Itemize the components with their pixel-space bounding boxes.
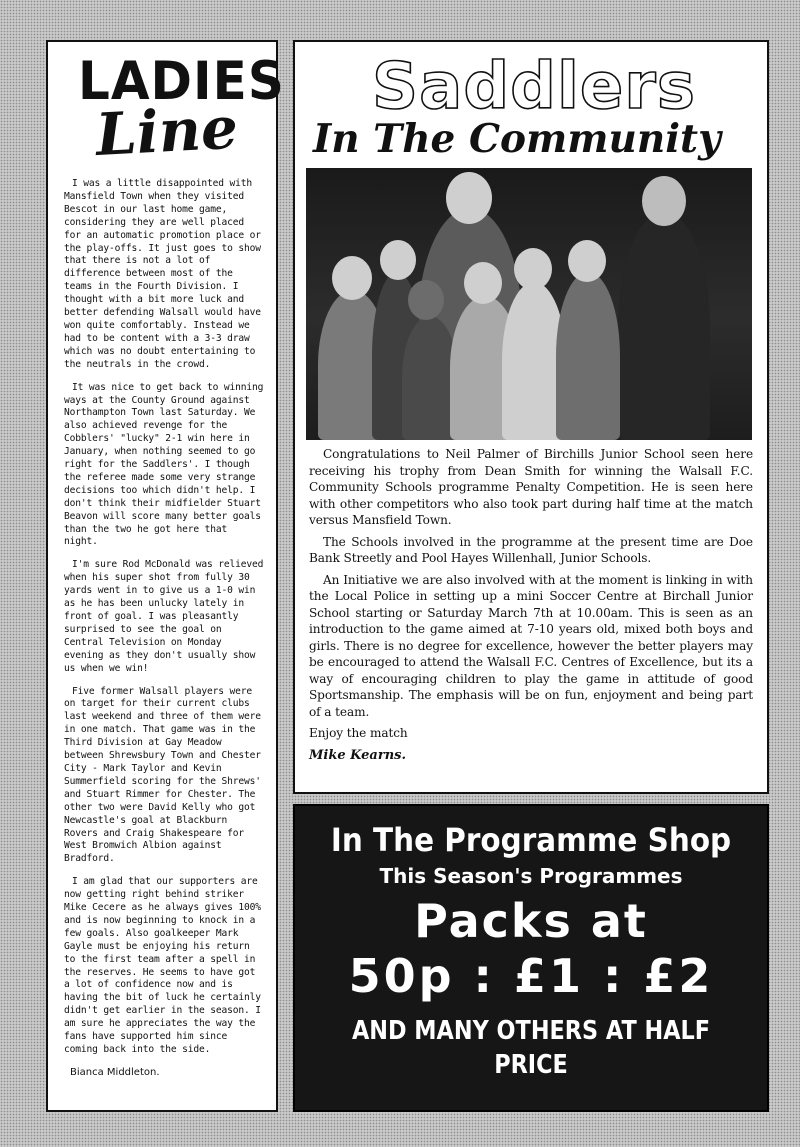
shop-subheading: This Season's Programmes bbox=[379, 864, 683, 888]
community-paragraph: An Initiative we are also involved with at the moment is linking in with the Local Police in setting up a mini Soccer Centre at Birchall Junior School starting or Saturday March 7th at 10.00am. This is seen as an introduction to the game aimed at 7-10 years old, mixed both boys and girls. There is no degree for excellence, however the better players may be encouraged to attend the Walsall F.C. Centres of Excellence, but its a way of encouraging children to play the game in attitude of good Sportsmanship. The emphasis will be on fun, enjoyment and being part of a team. bbox=[309, 572, 753, 719]
community-paragraph: Congratulations to Neil Palmer of Birchills Junior School seen here receiving his trophy from Dean Smith for winning the Walsall F.C. Community Schools programme Penalty Competition. He is seen here with other competitors who also took part during half time at the match versus Mansfield Town. bbox=[309, 447, 753, 527]
community-subtitle: In The Community bbox=[313, 116, 721, 162]
shop-packs-label: Packs at bbox=[414, 894, 648, 948]
shop-prices: 50p : £1 : £2 bbox=[348, 949, 714, 1003]
ladies-article bbox=[64, 178, 265, 1057]
team-photo bbox=[306, 168, 752, 440]
saddlers-title: Saddlers bbox=[372, 50, 696, 124]
community-closing: Enjoy the match bbox=[309, 726, 408, 740]
ladies-signature: Bianca Middleton. bbox=[70, 1066, 160, 1078]
ladies-paragraph: Five former Walsall players were on target for their current clubs last weekend and three of them were in one match. That game was in the Third Division at Gay Meadow between Shrewsbury Town and Chester City - Mark Taylor and Kevin Summerfield scoring for the Shrews' and Stuart Rimmer for Chester. The other two were David Kelly who got Newcastle's goal at Blackburn Rovers and Craig Shakespeare for West Bromwich Albion against Bradford. bbox=[64, 685, 261, 865]
community-article bbox=[309, 446, 753, 742]
ladies-paragraph: It was nice to get back to winning ways at the County Ground against Northampton Town last Saturday. We also achieved revenge for the Cobblers' "lucky" 2-1 win here in January, when nothing seemed to go right for the Saddlers'. I though the referee made some very strange decisions too which didn't help. I don't think their midfielder Stuart Beavon will score many better goals than the two he got here that night. bbox=[64, 381, 264, 548]
ladies-title: LADIES bbox=[78, 50, 285, 112]
community-article-box bbox=[293, 40, 769, 794]
shop-half-price: AND MANY OTHERS AT HALF PRICE bbox=[351, 1016, 711, 1080]
community-signature: Mike Kearns. bbox=[309, 747, 406, 763]
ladies-paragraph: I was a little disappointed with Mansfield Town when they visited Bescot in our last home game, considering they are well placed for an automatic promotion place or the play-offs. It just goes to show that there is not a lot of difference between most of the teams in the Fourth Division. I thought with a bit more luck and better defending Walsall would have won quite comfortably. Instead we had to be content with a 3-3 draw which was no doubt entertaining to the neutrals in the crowd. bbox=[64, 178, 261, 370]
ladies-paragraph: I'm sure Rod McDonald was relieved when his super shot from fully 30 yards went in to give us a 1-0 win as he has been unlucky lately in front of goal. I was pleasantly surprised to see the goal on Central Television on Monday evening as they don't usually show us when we win! bbox=[64, 559, 264, 674]
shop-heading: In The Programme Shop bbox=[330, 821, 732, 859]
programme-shop-advert bbox=[293, 804, 769, 1112]
ladies-paragraph: I am glad that our supporters are now getting right behind striker Mike Cecere as he always gives 100% and is now beginning to knock in a few goals. Also goalkeeper Mark Gayle must be enjoying his return to the first team after a spell in the reserves. He seems to have got a lot of confidence now and is having the bit of luck he certainly didn't get earlier in the season. I am sure he appreciates the way the fans have supported him since coming back into the side. bbox=[64, 876, 261, 1055]
community-paragraph: The Schools involved in the programme at the present time are Doe Bank Streetly and Pool Hayes Willenhall, Junior Schools. bbox=[309, 534, 753, 565]
line-title: Line bbox=[94, 93, 240, 169]
ladies-line-column bbox=[46, 40, 285, 1112]
